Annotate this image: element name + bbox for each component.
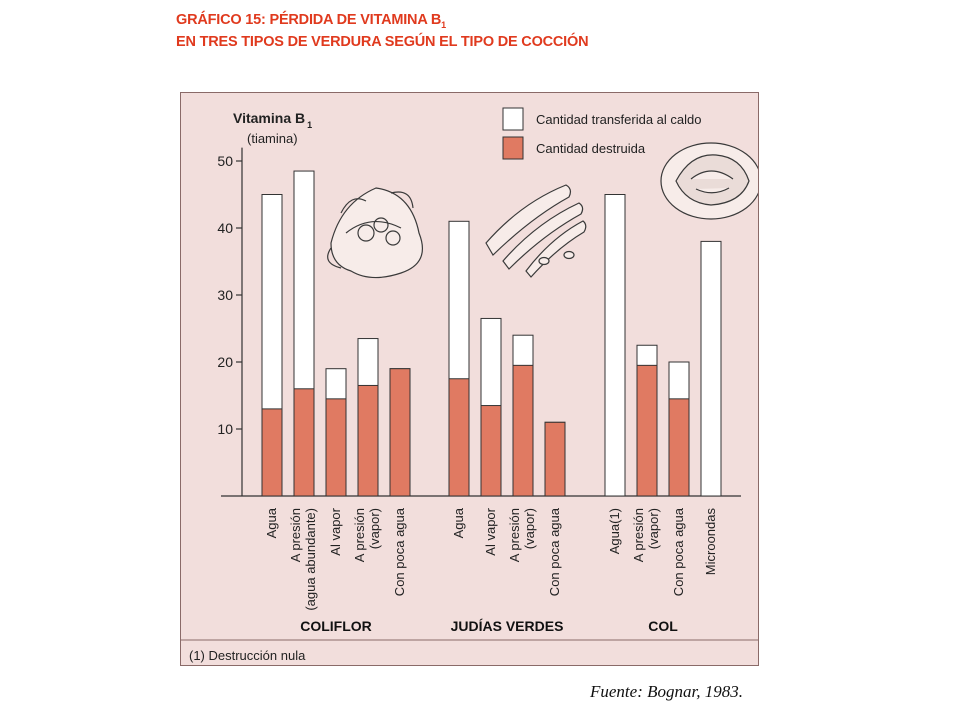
bar-category-label-line: A presión (631, 508, 646, 563)
bar-category-label (631, 508, 661, 562)
bar-category-label (507, 508, 537, 562)
bar-category-label-line: (vapor) (646, 508, 661, 550)
chart-panel (180, 92, 759, 666)
bar-category-label-line: Al vapor (483, 508, 498, 556)
bar-category-label (483, 507, 498, 555)
chart-title-line-2: EN TRES TIPOS DE VERDURA SEGÚN EL TIPO DE COCCIÓN (176, 34, 589, 50)
y-tick-label: 30 (217, 287, 233, 303)
bar-category-label-line: Al vapor (328, 508, 343, 556)
bar-destroyed (358, 385, 378, 496)
chart-title-text: GRÁFICO 15: PÉRDIDA DE VITAMINA B (176, 12, 442, 28)
bar-category-label (703, 508, 718, 576)
bar-category-label (547, 507, 562, 596)
bar-category-label-line: Con poca agua (671, 508, 686, 597)
y-axis-label-text: Vitamina B (233, 110, 306, 126)
legend-label-destroyed: Cantidad destruida (536, 141, 646, 156)
bar-category-label (264, 507, 279, 538)
cabbage-icon (661, 143, 758, 219)
y-axis-label (233, 110, 312, 130)
bar-category-label-line: (agua abundante) (303, 508, 318, 611)
bar-chart (181, 93, 758, 665)
legend-swatch-transferred (503, 108, 523, 130)
bar-category-label (671, 507, 686, 596)
chart-title-subscript: 1 (441, 19, 446, 30)
bar-transferred (605, 195, 625, 497)
bar-category-label-line: Agua(1) (607, 508, 622, 555)
bar-category-label (451, 507, 466, 538)
group-label: COLIFLOR (300, 618, 372, 634)
bar-category-label (328, 507, 343, 555)
bar-destroyed (637, 365, 657, 496)
bar-transferred (701, 241, 721, 496)
bar-category-label-line: Agua (451, 508, 466, 539)
bar-category-label-line: Agua (264, 508, 279, 539)
y-tick-label: 50 (217, 153, 233, 169)
bar-category-label-line: Microondas (703, 508, 718, 576)
green-beans-icon (486, 185, 586, 277)
bar-category-label (352, 508, 382, 562)
bar-destroyed (449, 379, 469, 496)
y-tick-label: 10 (217, 421, 233, 437)
bar-category-label-line: Con poca agua (392, 508, 407, 597)
bar-category-label (392, 507, 407, 596)
cauliflower-icon (328, 188, 423, 278)
source-caption: Fuente: Bognar, 1983. (590, 682, 743, 701)
bar-destroyed (294, 389, 314, 496)
bar-category-label (607, 508, 622, 554)
y-axis-note: (tiamina) (247, 131, 298, 146)
bar-destroyed (545, 422, 565, 496)
bar-destroyed (669, 399, 689, 496)
bar-destroyed (390, 369, 410, 496)
footnote: (1) Destrucción nula (189, 648, 306, 663)
legend-label-transferred: Cantidad transferida al caldo (536, 112, 702, 127)
bar-category-label-line: Con poca agua (547, 508, 562, 597)
bar-destroyed (481, 406, 501, 496)
bar-destroyed (326, 399, 346, 496)
chart-title-line-1 (176, 12, 446, 30)
group-label: JUDÍAS VERDES (450, 618, 564, 634)
bar-destroyed (262, 409, 282, 496)
bar-category-label-line: A presión (352, 508, 367, 563)
group-label: COL (648, 618, 678, 634)
bar-category-label (288, 508, 318, 611)
vegetable-illustrations (328, 143, 758, 278)
bar-category-label-line: (vapor) (367, 508, 382, 550)
y-axis-label-subscript: 1 (307, 120, 313, 130)
y-tick-label: 20 (217, 354, 233, 370)
bar-destroyed (513, 365, 533, 496)
bar-category-label-line: (vapor) (522, 508, 537, 550)
legend-swatch-destroyed (503, 137, 523, 159)
bar-category-label-line: A presión (507, 508, 522, 563)
bar-category-label-line: A presión (288, 508, 303, 563)
y-tick-label: 40 (217, 220, 233, 236)
